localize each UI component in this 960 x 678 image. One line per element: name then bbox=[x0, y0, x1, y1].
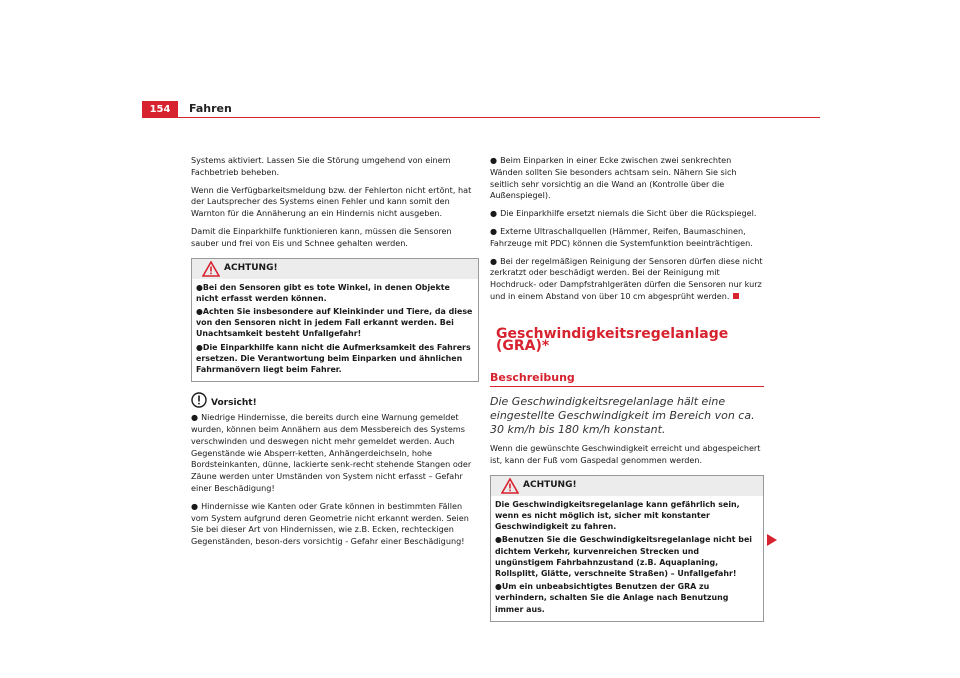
list-item: ● Beim Einparken in einer Ecke zwischen zwei senkrechten Wänden sollten Sie besonders achtsam sein. Nähern Sie sich seitlich sehr vorsichtig an die Wand an (Kontrolle über die Außenspiegel). bbox=[490, 155, 737, 201]
lead-text: Die Geschwindigkeitsregelanlage hält eine eingestellte Geschwindigkeit im Bereich von ca. 30 km/h bis 180 km/h konstant. bbox=[490, 395, 755, 437]
caution-header bbox=[191, 392, 479, 412]
warning-intro: Die Geschwindigkeitsregelanlage kann gefährlich sein, wenn es nicht möglich ist, sicher mit konstanter Geschwindigkeit zu fahren. bbox=[495, 499, 740, 532]
right-column bbox=[490, 155, 764, 632]
bullet-icon: ● bbox=[196, 306, 203, 316]
bullet-icon: ● bbox=[196, 342, 203, 352]
bullet-icon: ● bbox=[490, 208, 498, 219]
page-number: 154 bbox=[142, 101, 178, 118]
warning-triangle-icon bbox=[501, 478, 519, 498]
warning-triangle-icon bbox=[202, 261, 220, 281]
warning-box bbox=[490, 475, 764, 622]
warning-header bbox=[491, 476, 763, 496]
paragraph: Damit die Einparkhilfe funktionieren kann, müssen die Sensoren sauber und frei von Eis und Schnee gehalten werden. bbox=[191, 225, 452, 248]
warning-header bbox=[192, 259, 478, 279]
warning-item: ●Die Einparkhilfe kann nicht die Aufmerksamkeit des Fahrers ersetzen. Die Verantwortung beim Einparken und ähnlichen Fahrmanövern liegt beim Fahrer. bbox=[196, 342, 471, 374]
next-page-arrow-icon[interactable] bbox=[766, 532, 778, 551]
left-column bbox=[191, 155, 479, 554]
bullet-icon: ● bbox=[191, 500, 199, 511]
caution-item: ● Niedrige Hindernisse, die bereits durch eine Warnung gemeldet wurden, können beim Annähern aus dem Messbereich des Systems verschwinden und deswegen nicht mehr gemeldet werden. Auch Gegenstände wie Absperr-ketten, Anhängerdeichseln, hohe Bordsteinkanten, dünne, lackierte senk-recht stehende Stangen oder Zäune werden unter Umständen von System nicht erfasst – Gefahr einer Beschädigung! bbox=[191, 412, 472, 493]
paragraph: Systems aktiviert. Lassen Sie die Störung umgehend von einem Fachbetrieb beheben. bbox=[191, 155, 451, 177]
warning-item: ●Benutzen Sie die Geschwindigkeitsregelanlage nicht bei dichtem Verkehr, kurvenreichen Strecken und ungünstigem Fahrbahnzustand (z.B. Aquaplaning, Rollsplitt, Glätte, verschneite Straßen) – Unfallgefahr! bbox=[495, 535, 753, 578]
chapter-title: Fahren bbox=[189, 102, 232, 115]
paragraph: Wenn die Verfügbarkeitsmeldung bzw. der Fehlerton nicht ertönt, hat der Lautsprecher des Systems einen Fehler und kann somit den Warnton für die Annäherung an ein Hindernis nicht ausgeben. bbox=[191, 184, 472, 219]
list-item: ● Bei der regelmäßigen Reinigung der Sensoren dürfen diese nicht zerkratzt oder beschädigt werden. Bei der Reinigung mit Hochdruck- oder Dampfstrahlgeräten dürfen die Sensoren nur kurz und in einem Abstand von über 10 cm abgesprüht werden. bbox=[490, 255, 763, 301]
warning-title: ACHTUNG! bbox=[523, 479, 577, 490]
subsection-title: Beschreibung bbox=[490, 372, 764, 387]
warning-item: ●Um ein unbeabsichtigtes Benutzen der GRA zu verhindern, schalten Sie die Anlage nach Benutzung immer aus. bbox=[495, 582, 729, 614]
warning-box bbox=[191, 258, 479, 383]
caution-title: Vorsicht! bbox=[211, 398, 257, 409]
caution-item: ● Hindernisse wie Kanten oder Grate können in bestimmten Fällen vom System aufgrund deren Geometrie nicht erkannt werden. Seien Sie bei dieser Art von Hindernissen, wie z.B. Ecken, rechteckigen Gegenständen, beson-ders vorsichtig - Gefahr einer Beschädigung! bbox=[191, 500, 469, 547]
warning-item: ●Bei den Sensoren gibt es tote Winkel, in denen Objekte nicht erfasst werden können. bbox=[196, 282, 450, 303]
warning-title: ACHTUNG! bbox=[224, 262, 278, 273]
bullet-icon: ● bbox=[196, 282, 203, 292]
section-title: Geschwindigkeitsregelanlage (GRA)* bbox=[496, 325, 729, 354]
bullet-icon: ● bbox=[495, 582, 502, 592]
bullet-icon: ● bbox=[490, 255, 498, 266]
bullet-icon: ● bbox=[490, 225, 498, 236]
end-of-section-icon bbox=[733, 293, 739, 299]
bullet-icon: ● bbox=[191, 412, 199, 423]
bullet-icon: ● bbox=[495, 535, 502, 545]
caution-exclamation-icon bbox=[191, 392, 207, 412]
list-item: ● Externe Ultraschallquellen (Hämmer, Reifen, Baumaschinen, Fahrzeuge mit PDC) können die Systemfunktion beeinträchtigen. bbox=[490, 225, 753, 248]
list-item: ● Die Einparkhilfe ersetzt niemals die Sicht über die Rückspiegel. bbox=[490, 208, 757, 219]
header-rule bbox=[142, 117, 820, 118]
paragraph: Wenn die gewünschte Geschwindigkeit erreicht und abgespeichert ist, kann der Fuß vom Gaspedal genommen werden. bbox=[490, 443, 761, 465]
warning-item: ●Achten Sie insbesondere auf Kleinkinder und Tiere, da diese von den Sensoren nicht in jedem Fall erkannt werden. Bei Unachtsamkeit besteht Unfallgefahr! bbox=[196, 306, 473, 339]
bullet-icon: ● bbox=[490, 155, 498, 165]
